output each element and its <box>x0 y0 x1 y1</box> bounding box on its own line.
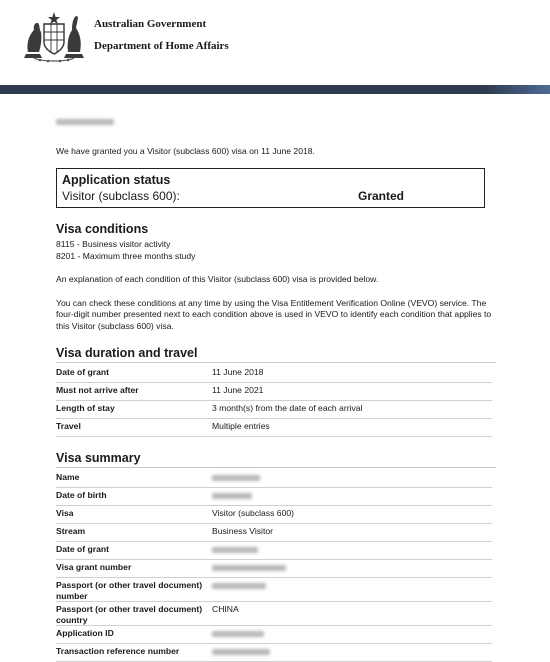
redacted-value <box>212 562 492 573</box>
table-row <box>56 602 492 626</box>
table-row <box>56 506 492 524</box>
row-value: Business Visitor <box>212 526 273 536</box>
row-label: Must not arrive after <box>56 385 139 395</box>
table-row <box>56 401 492 419</box>
redacted-value <box>212 544 492 555</box>
redacted-salutation <box>56 116 496 126</box>
visa-duration-title: Visa duration and travel <box>56 346 496 363</box>
table-row <box>56 542 492 560</box>
coat-of-arms-logo <box>22 8 86 64</box>
table-row <box>56 578 492 602</box>
visa-summary-table <box>56 470 492 662</box>
row-label: Stream <box>56 526 86 536</box>
visa-conditions-title: Visa conditions <box>56 222 149 236</box>
visa-duration-table <box>56 365 492 437</box>
conditions-explanation: An explanation of each condition of this Visitor (subclass 600) visa is provided below. <box>56 274 379 284</box>
redacted-value <box>212 628 492 639</box>
government-name: Australian Government <box>94 18 207 30</box>
table-row <box>56 644 492 662</box>
status-value: Granted <box>358 189 405 203</box>
table-row <box>56 524 492 542</box>
row-label: Date of grant <box>56 367 109 377</box>
condition-item: 8201 - Maximum three months study <box>56 251 196 261</box>
row-value: Visitor (subclass 600) <box>212 508 294 518</box>
row-label: Passport (or other travel document) country <box>56 604 203 625</box>
table-row <box>56 560 492 578</box>
redacted-value <box>212 490 492 501</box>
redacted-value <box>212 646 492 657</box>
redacted-value <box>212 580 492 591</box>
row-value: 11 June 2018 <box>212 367 264 377</box>
row-value: Multiple entries <box>212 421 270 431</box>
table-row <box>56 626 492 644</box>
row-label: Date of grant <box>56 544 109 554</box>
application-status-title: Application status <box>62 173 171 187</box>
row-label: Travel <box>56 421 81 431</box>
visa-summary-title: Visa summary <box>56 451 496 468</box>
grant-intro: We have granted you a Visitor (subclass 600) visa on 11 June 2018. <box>56 146 315 156</box>
row-label: Visa <box>56 508 74 518</box>
row-label: Date of birth <box>56 490 107 500</box>
vevo-note: You can check these conditions at any time by using the Visa Entitlement Verification Online (VEVO) service. The four-digit number presented next to each condition above is used in VEVO to identify each condition that applies to this Visitor (subclass 600) visa. <box>56 297 492 331</box>
row-label: Application ID <box>56 628 114 638</box>
table-row <box>56 419 492 437</box>
application-status-row <box>62 189 480 203</box>
row-value: CHINA <box>212 604 239 614</box>
condition-item: 8115 - Business visitor activity <box>56 239 171 249</box>
redacted-value <box>212 472 492 483</box>
table-row <box>56 470 492 488</box>
row-label: Visa grant number <box>56 562 132 572</box>
government-heading <box>94 18 229 52</box>
table-row <box>56 488 492 506</box>
application-status-box <box>56 168 485 208</box>
letter-body <box>56 108 496 662</box>
table-row <box>56 383 492 401</box>
row-label: Name <box>56 472 80 482</box>
row-value: 11 June 2021 <box>212 385 264 395</box>
row-value: 3 month(s) from the date of each arrival <box>212 403 363 413</box>
table-row <box>56 365 492 383</box>
visa-conditions-list <box>56 238 496 262</box>
row-label: Passport (or other travel document) number <box>56 580 203 601</box>
department-name: Department of Home Affairs <box>94 40 229 52</box>
status-label: Visitor (subclass 600): <box>62 189 180 203</box>
row-label: Length of stay <box>56 403 115 413</box>
row-label: Transaction reference number <box>56 646 180 656</box>
header-divider-bar <box>0 85 550 94</box>
